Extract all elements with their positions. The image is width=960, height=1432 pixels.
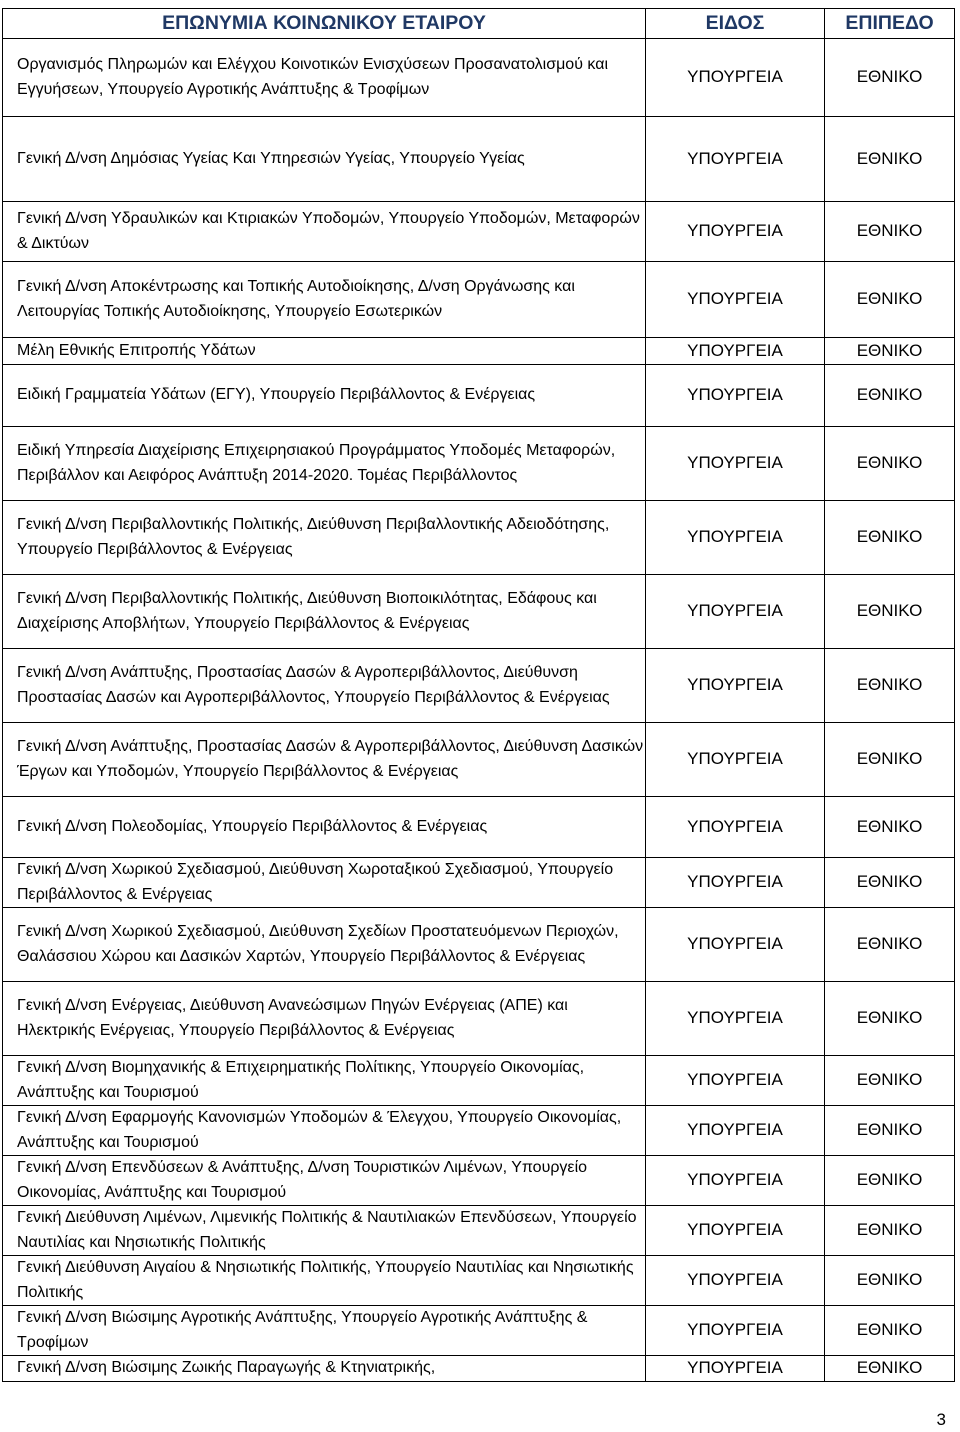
partner-kind: ΥΠΟΥΡΓΕΙΑ xyxy=(646,723,825,797)
partner-kind: ΥΠΟΥΡΓΕΙΑ xyxy=(646,1206,825,1256)
partner-kind: ΥΠΟΥΡΓΕΙΑ xyxy=(646,338,825,365)
partner-name: Ειδική Υπηρεσία Διαχείρισης Επιχειρησιακού Προγράμματος Υποδομές Μεταφορών, Περιβάλλον και Αειφόρος Ανάπτυξη 2014-2020. Τομέας Περιβάλλοντος xyxy=(3,427,646,501)
partner-level: ΕΘΝΙΚΟ xyxy=(825,1256,955,1306)
partner-name: Γενική Δ/νση Περιβαλλοντικής Πολιτικής, Διεύθυνση Περιβαλλοντικής Αδειοδότησης, Υπουργείο Περιβάλλοντος & Ενέργειας xyxy=(3,501,646,575)
partner-level: ΕΘΝΙΚΟ xyxy=(825,797,955,858)
partner-name: Γενική Δ/νση Πολεοδομίας, Υπουργείο Περιβάλλοντος & Ενέργειας xyxy=(3,797,646,858)
table-row xyxy=(3,338,955,365)
partner-kind: ΥΠΟΥΡΓΕΙΑ xyxy=(646,982,825,1056)
table-row xyxy=(3,202,955,262)
partner-level: ΕΘΝΙΚΟ xyxy=(825,39,955,117)
header-level: ΕΠΙΠΕΔΟ xyxy=(825,9,955,39)
partner-kind: ΥΠΟΥΡΓΕΙΑ xyxy=(646,1256,825,1306)
partner-level: ΕΘΝΙΚΟ xyxy=(825,427,955,501)
partner-kind: ΥΠΟΥΡΓΕΙΑ xyxy=(646,1056,825,1106)
partners-table xyxy=(2,8,955,1382)
partner-kind: ΥΠΟΥΡΓΕΙΑ xyxy=(646,365,825,427)
partner-name: Γενική Διεύθυνση Λιμένων, Λιμενικής Πολιτικής & Ναυτιλιακών Επενδύσεων, Υπουργείο Ναυτιλίας και Νησιωτικής Πολιτικής xyxy=(3,1206,646,1256)
partner-level: ΕΘΝΙΚΟ xyxy=(825,1306,955,1356)
partner-level: ΕΘΝΙΚΟ xyxy=(825,202,955,262)
partner-name: Γενική Δ/νση Βιώσιμης Ζωικής Παραγωγής & Κτηνιατρικής, xyxy=(3,1356,646,1382)
table-row xyxy=(3,649,955,723)
partner-kind: ΥΠΟΥΡΓΕΙΑ xyxy=(646,202,825,262)
header-partner-name: ΕΠΩΝΥΜΙΑ ΚΟΙΝΩΝΙΚΟΥ ΕΤΑΙΡΟΥ xyxy=(3,9,646,39)
partner-name: Γενική Δ/νση Δημόσιας Υγείας Και Υπηρεσιών Υγείας, Υπουργείο Υγείας xyxy=(3,117,646,202)
partner-name: Γενική Δ/νση Εφαρμογής Κανονισμών Υποδομών & Έλεγχου, Υπουργείο Οικονομίας, Ανάπτυξης και Τουρισμού xyxy=(3,1106,646,1156)
partner-kind: ΥΠΟΥΡΓΕΙΑ xyxy=(646,39,825,117)
partner-level: ΕΘΝΙΚΟ xyxy=(825,365,955,427)
table-row xyxy=(3,797,955,858)
partner-kind: ΥΠΟΥΡΓΕΙΑ xyxy=(646,908,825,982)
page-number: 3 xyxy=(936,1410,946,1429)
table-row xyxy=(3,1106,955,1156)
partner-name: Ειδική Γραμματεία Υδάτων (ΕΓΥ), Υπουργείο Περιβάλλοντος & Ενέργειας xyxy=(3,365,646,427)
partner-level: ΕΘΝΙΚΟ xyxy=(825,338,955,365)
partner-level: ΕΘΝΙΚΟ xyxy=(825,1106,955,1156)
table-row xyxy=(3,1306,955,1356)
partner-name: Γενική Διεύθυνση Αιγαίου & Νησιωτικής Πολιτικής, Υπουργείο Ναυτιλίας και Νησιωτικής Πολιτικής xyxy=(3,1256,646,1306)
partner-name: Γενική Δ/νση Αποκέντρωσης και Τοπικής Αυτοδιοίκησης, Δ/νση Οργάνωσης και Λειτουργίας Τοπικής Αυτοδιοίκησης, Υπουργείο Εσωτερικών xyxy=(3,262,646,338)
partner-kind: ΥΠΟΥΡΓΕΙΑ xyxy=(646,649,825,723)
partner-level: ΕΘΝΙΚΟ xyxy=(825,575,955,649)
partner-name: Μέλη Εθνικής Επιτροπής Υδάτων xyxy=(3,338,646,365)
table-row xyxy=(3,501,955,575)
partner-level: ΕΘΝΙΚΟ xyxy=(825,858,955,908)
partner-kind: ΥΠΟΥΡΓΕΙΑ xyxy=(646,501,825,575)
partner-level: ΕΘΝΙΚΟ xyxy=(825,649,955,723)
table-header-row xyxy=(3,9,955,39)
table-row xyxy=(3,1156,955,1206)
partner-name: Γενική Δ/νση Υδραυλικών και Κτιριακών Υποδομών, Υπουργείο Υποδομών, Μεταφορών & Δικτύων xyxy=(3,202,646,262)
partner-kind: ΥΠΟΥΡΓΕΙΑ xyxy=(646,797,825,858)
table-row xyxy=(3,723,955,797)
partner-kind: ΥΠΟΥΡΓΕΙΑ xyxy=(646,1306,825,1356)
partner-level: ΕΘΝΙΚΟ xyxy=(825,982,955,1056)
partner-kind: ΥΠΟΥΡΓΕΙΑ xyxy=(646,1106,825,1156)
table-row xyxy=(3,1056,955,1106)
partner-name: Γενική Δ/νση Βιώσιμης Αγροτικής Ανάπτυξης, Υπουργείο Αγροτικής Ανάπτυξης & Τροφίμων xyxy=(3,1306,646,1356)
partner-level: ΕΘΝΙΚΟ xyxy=(825,908,955,982)
partner-kind: ΥΠΟΥΡΓΕΙΑ xyxy=(646,262,825,338)
partner-kind: ΥΠΟΥΡΓΕΙΑ xyxy=(646,575,825,649)
partner-name: Γενική Δ/νση Χωρικού Σχεδιασμού, Διεύθυνση Σχεδίων Προστατευόμενων Περιοχών, Θαλάσσιου Χώρου και Δασικών Χαρτών, Υπουργείο Περιβάλλοντος & Ενέργειας xyxy=(3,908,646,982)
partner-name: Γενική Δ/νση Ανάπτυξης, Προστασίας Δασών & Αγροπεριβάλλοντος, Διεύθυνση Δασικών Έργων και Υποδομών, Υπουργείο Περιβάλλοντος & Ενέργειας xyxy=(3,723,646,797)
partner-name: Οργανισμός Πληρωμών και Ελέγχου Κοινοτικών Ενισχύσεων Προσανατολισμού και Εγγυήσεων, Υπουργείο Αγροτικής Ανάπτυξης & Τροφίμων xyxy=(3,39,646,117)
table-row xyxy=(3,365,955,427)
table-row xyxy=(3,39,955,117)
partner-kind: ΥΠΟΥΡΓΕΙΑ xyxy=(646,1156,825,1206)
table-row xyxy=(3,262,955,338)
partner-name: Γενική Δ/νση Ενέργειας, Διεύθυνση Ανανεώσιμων Πηγών Ενέργειας (ΑΠΕ) και Ηλεκτρικής Ενέργειας, Υπουργείο Περιβάλλοντος & Ενέργειας xyxy=(3,982,646,1056)
table-row xyxy=(3,1256,955,1306)
partner-kind: ΥΠΟΥΡΓΕΙΑ xyxy=(646,427,825,501)
partner-level: ΕΘΝΙΚΟ xyxy=(825,501,955,575)
table-row xyxy=(3,1356,955,1382)
partner-kind: ΥΠΟΥΡΓΕΙΑ xyxy=(646,1356,825,1382)
partner-kind: ΥΠΟΥΡΓΕΙΑ xyxy=(646,858,825,908)
table-row xyxy=(3,858,955,908)
partner-level: ΕΘΝΙΚΟ xyxy=(825,1156,955,1206)
table-row xyxy=(3,908,955,982)
partner-kind: ΥΠΟΥΡΓΕΙΑ xyxy=(646,117,825,202)
partner-level: ΕΘΝΙΚΟ xyxy=(825,1206,955,1256)
partner-level: ΕΘΝΙΚΟ xyxy=(825,723,955,797)
partner-level: ΕΘΝΙΚΟ xyxy=(825,262,955,338)
partner-level: ΕΘΝΙΚΟ xyxy=(825,1056,955,1106)
table-row xyxy=(3,1206,955,1256)
partner-level: ΕΘΝΙΚΟ xyxy=(825,1356,955,1382)
partner-name: Γενική Δ/νση Επενδύσεων & Ανάπτυξης, Δ/νση Τουριστικών Λιμένων, Υπουργείο Οικονομίας, Ανάπτυξης και Τουρισμού xyxy=(3,1156,646,1206)
table-row xyxy=(3,117,955,202)
partner-level: ΕΘΝΙΚΟ xyxy=(825,117,955,202)
table-row xyxy=(3,982,955,1056)
partner-name: Γενική Δ/νση Περιβαλλοντικής Πολιτικής, Διεύθυνση Βιοποικιλότητας, Εδάφους και Διαχείρισης Αποβλήτων, Υπουργείο Περιβάλλοντος & Ενέργειας xyxy=(3,575,646,649)
partner-name: Γενική Δ/νση Βιομηχανικής & Επιχειρηματικής Πολίτικης, Υπουργείο Οικονομίας, Ανάπτυξης και Τουρισμού xyxy=(3,1056,646,1106)
table-row xyxy=(3,427,955,501)
partner-name: Γενική Δ/νση Ανάπτυξης, Προστασίας Δασών & Αγροπεριβάλλοντος, Διεύθυνση Προστασίας Δασών και Αγροπεριβάλλοντος, Υπουργείο Περιβάλλοντος & Ενέργειας xyxy=(3,649,646,723)
header-kind: ΕΙΔΟΣ xyxy=(646,9,825,39)
table-row xyxy=(3,575,955,649)
partner-name: Γενική Δ/νση Χωρικού Σχεδιασμού, Διεύθυνση Χωροταξικού Σχεδιασμού, Υπουργείο Περιβάλλοντος & Ενέργειας xyxy=(3,858,646,908)
